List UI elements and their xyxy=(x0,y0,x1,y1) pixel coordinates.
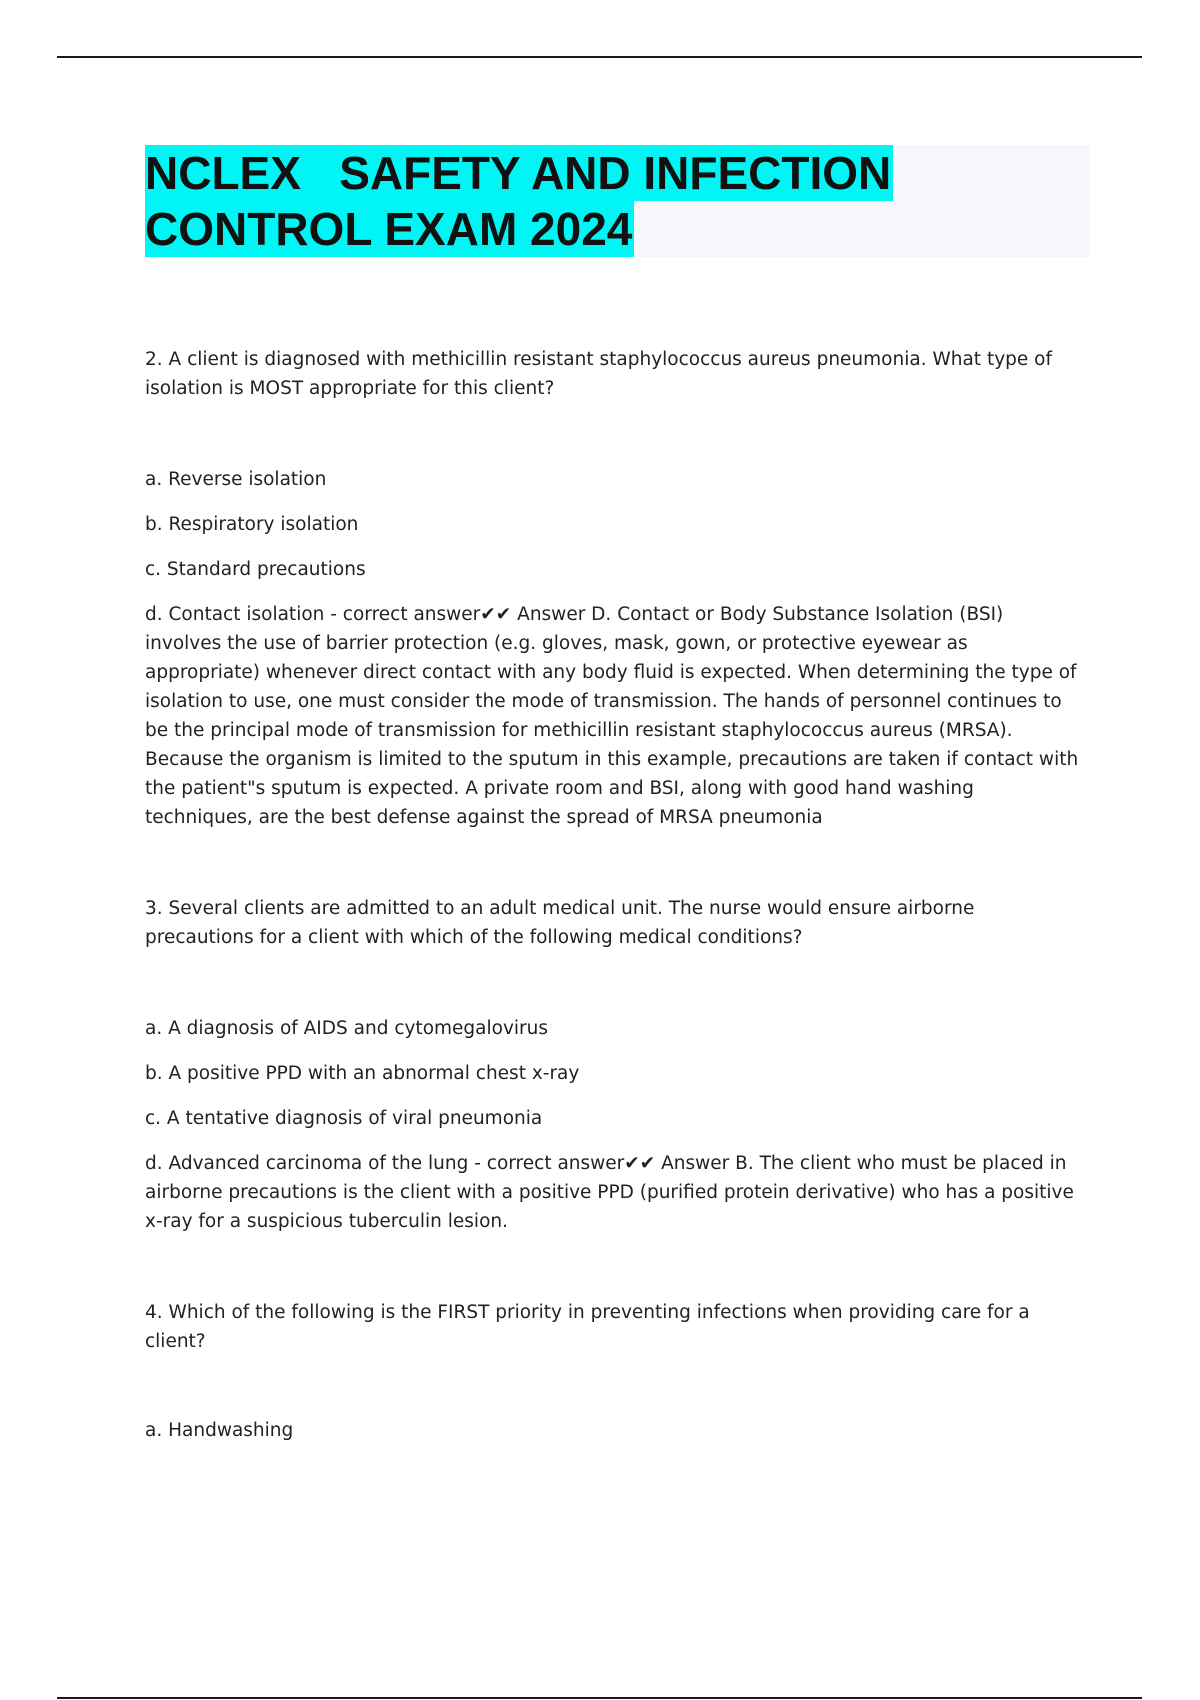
option-d-answer: d. Contact isolation - correct answer✔✔ Answer D. Contact or Body Substance Isolation (BSI) involves the use of barrier protection (e.g. gloves, mask, gown, or protective eyewear as appropriate) whenever direct contact with any body fluid is expected. When determining the type of isolation to use, one must consider the mode of transmission. The hands of personnel continues to be the principal mode of transmission for methicillin resistant staphylococcus aureus (MRSA). Because the organism is limited to the sputum in this example, precautions are taken if contact with the patient"s sputum is expected. A private room and BSI, along with good hand washing techniques, are the best defense against the spread of MRSA pneumonia xyxy=(145,604,1079,828)
option-d-answer: d. Advanced carcinoma of the lung - correct answer✔✔ Answer B. The client who must be placed in airborne precautions is the client with a positive PPD (purified protein derivative) who has a positive x-ray for a suspicious tuberculin lesion. xyxy=(145,1153,1074,1232)
bottom-rule xyxy=(57,1697,1142,1699)
option-b: b. A positive PPD with an abnormal chest x-ray xyxy=(145,1063,580,1084)
title-line-2: CONTROL EXAM 2024 xyxy=(145,203,633,255)
option-a: a. A diagnosis of AIDS and cytomegalovirus xyxy=(145,1018,549,1039)
option-b: b. Respiratory isolation xyxy=(145,514,359,535)
question-block-2 xyxy=(145,345,1085,832)
option-c: c. A tentative diagnosis of viral pneumonia xyxy=(145,1108,543,1129)
title-block xyxy=(145,145,1089,257)
question-block-4 xyxy=(145,1298,1085,1445)
document-body xyxy=(145,345,1085,1461)
question-block-3 xyxy=(145,894,1085,1236)
option-a: a. Handwashing xyxy=(145,1420,294,1441)
title-line-1: NCLEX SAFETY AND INFECTION xyxy=(145,147,892,199)
question-text: 2. A client is diagnosed with methicillin resistant staphylococcus aureus pneumonia. What type of isolation is MOST appropriate for this client? xyxy=(145,349,1052,399)
question-text: 3. Several clients are admitted to an adult medical unit. The nurse would ensure airborne precautions for a client with which of the following medical conditions? xyxy=(145,898,975,948)
top-rule xyxy=(57,56,1142,58)
option-c: c. Standard precautions xyxy=(145,559,366,580)
option-a: a. Reverse isolation xyxy=(145,469,327,490)
question-text: 4. Which of the following is the FIRST priority in preventing infections when providing care for a client? xyxy=(145,1302,1030,1352)
document-title xyxy=(145,145,1089,257)
